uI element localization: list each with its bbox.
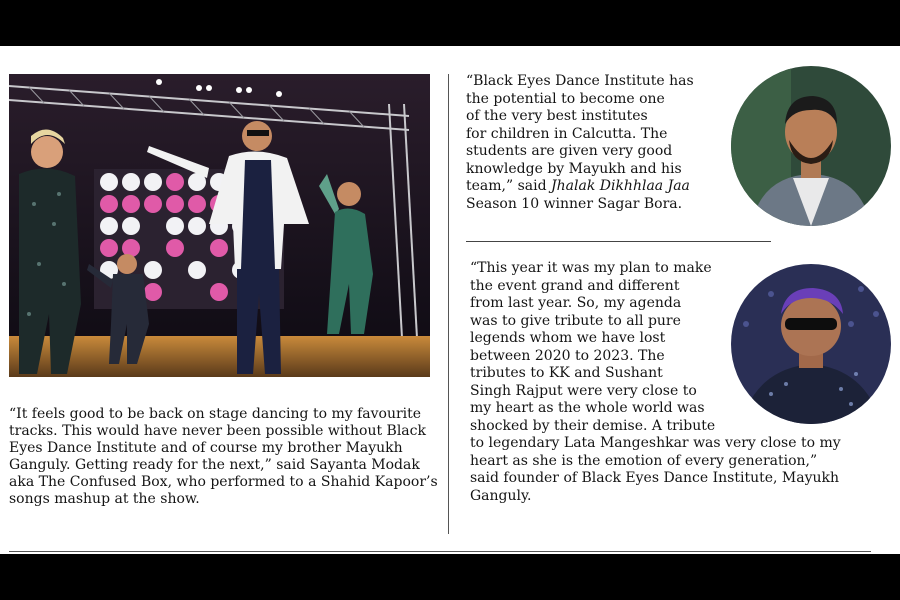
mayukh-ganguly-portrait bbox=[731, 264, 891, 424]
quote-line: said founder of Black Eyes Dance Institute, Mayukh bbox=[470, 470, 840, 486]
quote-line: the potential to become one bbox=[466, 90, 665, 107]
quote-line: was to give tribute to all pure bbox=[470, 312, 681, 329]
newspaper-clipping bbox=[0, 46, 900, 554]
quote-line: my heart as the whole world was bbox=[470, 400, 705, 416]
quote-line: the event grand and different bbox=[470, 277, 680, 294]
column-divider bbox=[448, 74, 449, 534]
bottom-divider bbox=[9, 551, 871, 552]
show-name: Jhalak Dikhhlaa Jaa bbox=[551, 178, 690, 194]
quote-line: “Black Eyes Dance Institute has bbox=[466, 73, 694, 89]
portrait-illustration bbox=[731, 66, 891, 226]
sagar-bora-portrait bbox=[731, 66, 891, 226]
portrait-illustration bbox=[731, 264, 891, 424]
quote-line: Season 10 winner Sagar Bora. bbox=[466, 195, 683, 212]
quote-line: Ganguly. bbox=[470, 487, 532, 504]
stage-photo-illustration bbox=[9, 74, 430, 377]
quote-line: of the very best institutes bbox=[466, 108, 648, 124]
quote-line: to legendary Lata Mangeshkar was very close to my bbox=[470, 435, 841, 451]
stage-performance-photo bbox=[9, 74, 430, 377]
quote-line bbox=[466, 178, 756, 196]
quote-line: from last year. So, my agenda bbox=[470, 295, 682, 311]
quote-text: team,” said bbox=[466, 178, 552, 194]
quote-line: tributes to KK and Sushant bbox=[470, 365, 663, 381]
quote-line: Singh Rajput were very close to bbox=[470, 382, 697, 399]
quote-line: “This year it was my plan to make bbox=[470, 260, 712, 276]
sagar-bora-quote bbox=[466, 73, 756, 213]
left-quote-paragraph: “It feels good to be back on stage dancing to my favourite tracks. This would have never been possible without Black Eyes Dance Institute and of course my brother Mayukh Ganguly. Getting ready for the next,” said Sayanta Modak aka The Confused Box, who performed to a Shahid Kapoor’s songs mashup at the show. bbox=[9, 406, 438, 507]
section-divider bbox=[466, 241, 771, 242]
quote-line: heart as she is the emotion of every generation,” bbox=[470, 452, 818, 469]
quote-line: knowledge by Mayukh and his bbox=[466, 160, 682, 177]
quote-line: for children in Calcutta. The bbox=[466, 125, 668, 142]
quote-line: legends whom we have lost bbox=[470, 330, 666, 346]
quote-line: shocked by their demise. A tribute bbox=[470, 417, 716, 434]
quote-line: between 2020 to 2023. The bbox=[470, 347, 665, 364]
quote-line: students are given very good bbox=[466, 143, 673, 159]
